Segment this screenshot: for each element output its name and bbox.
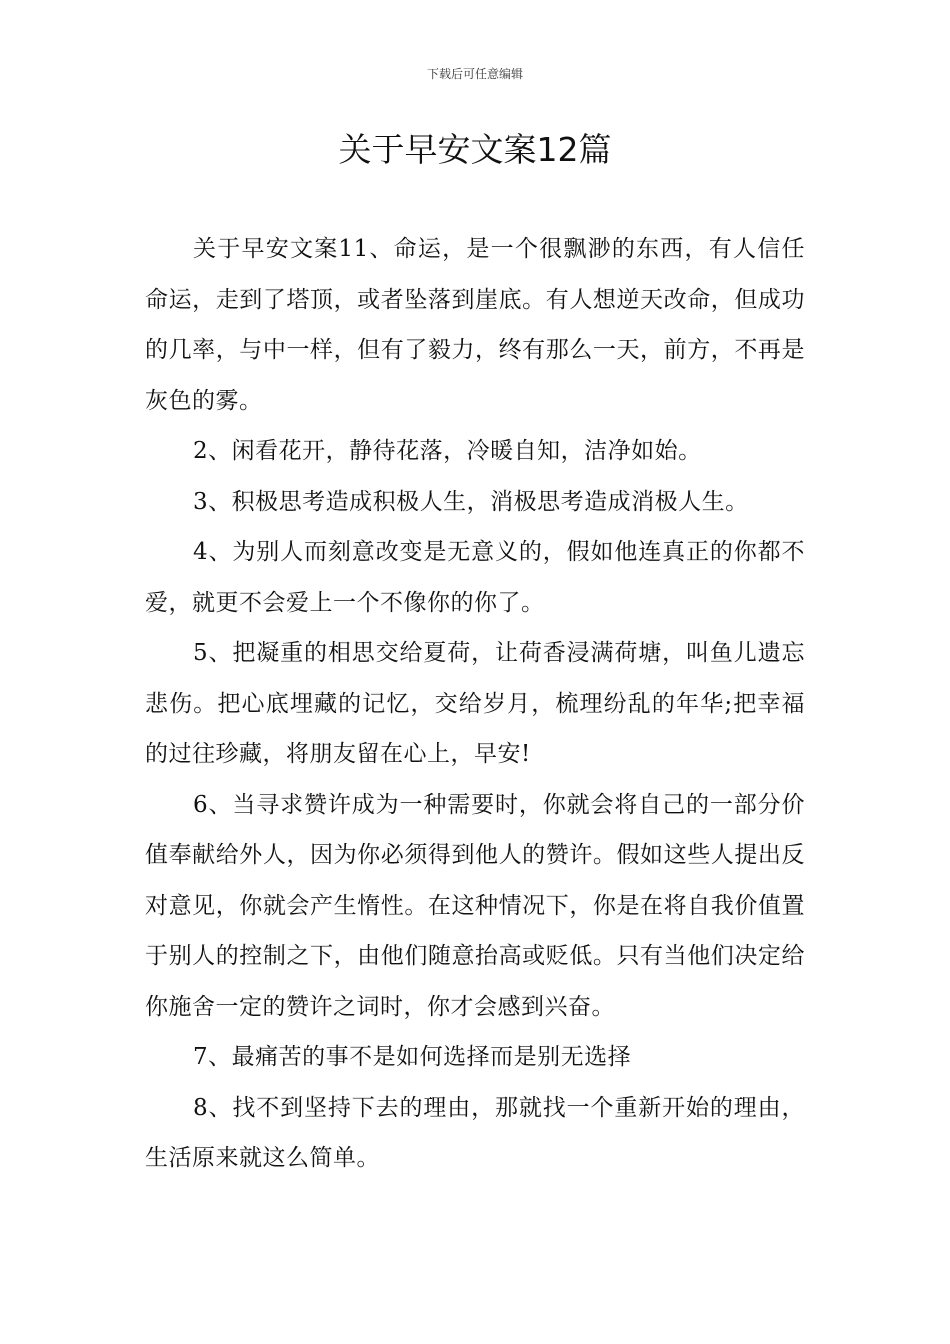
paragraph-6: 6、当寻求赞许成为一种需要时，你就会将自己的一部分价值奉献给外人，因为你必须得到他人的赞许。假如这些人提出反对意见，你就会产生惰性。在这种情况下，你是在将自我价值置于别人的控制之下，由他们随意抬高或贬低。只有当他们决定给你施舍一定的赞许之词时，你才会感到兴奋。: [145, 791, 805, 1020]
header-note: 下载后可任意编辑: [426, 67, 523, 81]
paragraph-7: 7、最痛苦的事不是如何选择而是别无选择: [193, 1044, 632, 1070]
paragraph-8: 8、找不到坚持下去的理由，那就找一个重新开始的理由，生活原来就这么简单。: [145, 1094, 805, 1171]
document-body: [145, 224, 805, 1184]
paragraph-5: 5、把凝重的相思交给夏荷，让荷香浸满荷塘，叫鱼儿遗忘悲伤。把心底埋藏的记忆，交给岁月，梳理纷乱的年华;把幸福的过往珍藏，将朋友留在心上，早安!: [145, 640, 805, 767]
document-title: 关于早安文案12篇: [338, 130, 612, 169]
paragraph-4: 4、为别人而刻意改变是无意义的，假如他连真正的你都不爱，就更不会爱上一个不像你的你了。: [145, 539, 805, 616]
paragraph-2: 2、闲看花开，静待花落，冷暖自知，洁净如始。: [193, 438, 702, 464]
paragraph-3: 3、积极思考造成积极人生，消极思考造成消极人生。: [193, 488, 749, 515]
paragraph-1: 关于早安文案11、命运，是一个很飘渺的东西，有人信任命运，走到了塔顶，或者坠落到崖底。有人想逆天改命，但成功的几率，与中一样，但有了毅力，终有那么一天，前方，不再是灰色的雾。: [145, 236, 805, 414]
